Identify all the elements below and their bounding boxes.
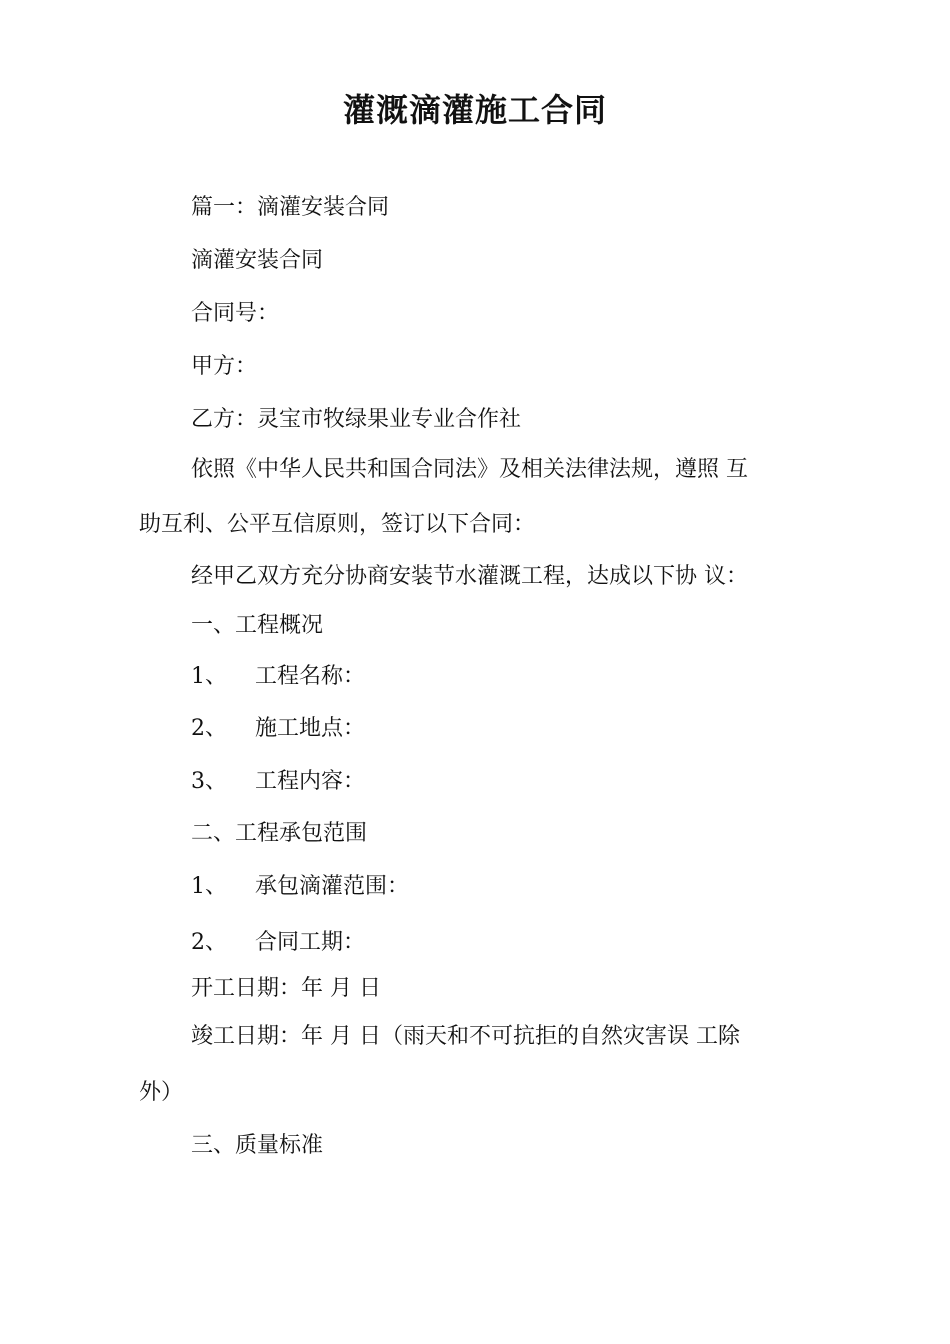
completion-date-line: 竣工日期：年 月 日（雨天和不可抗拒的自然灾害误 工除 [191,1024,740,1049]
list-item-number: 1、 [191,874,227,899]
document-title: 灌溉滴灌施工合同 [342,91,607,129]
section-heading-project-overview: 一、工程概况 [191,613,324,638]
completion-date-continuation: 外） [139,1080,184,1105]
legal-basis-line: 依照《中华人民共和国合同法》及相关法律法规，遵照 互 [191,457,748,482]
list-item-project-name [191,662,365,692]
list-item-number: 1、 [191,664,227,689]
list-item-number: 3、 [191,769,227,794]
section-heading-part-one: 篇一：滴灌安装合同 [191,195,390,220]
list-item-project-content [191,767,365,797]
list-item-drip-scope [191,872,409,902]
list-item-number: 2、 [191,716,227,741]
list-item-contract-period [191,928,365,958]
party-b-line: 乙方：灵宝市牧绿果业专业合作社 [191,407,522,432]
list-item-text: 工程名称： [255,664,366,689]
list-item-text: 合同工期： [255,930,366,955]
contract-number-line: 合同号： [191,301,280,326]
party-a-line: 甲方： [191,354,258,379]
agreement-line: 经甲乙双方充分协商安装节水灌溉工程，达成以下协 议： [191,564,748,589]
section-heading-quality-standard: 三、质量标准 [191,1133,324,1158]
start-date-line: 开工日期：年 月 日 [191,976,381,1001]
list-item-text: 承包滴灌范围： [255,874,410,899]
section-heading-contract-scope: 二、工程承包范围 [191,821,368,846]
contract-name-line: 滴灌安装合同 [191,248,324,273]
list-item-construction-site [191,714,365,744]
list-item-text: 施工地点： [255,716,366,741]
list-item-number: 2、 [191,930,227,955]
list-item-text: 工程内容： [255,769,366,794]
legal-basis-continuation: 助互利、公平互信原则，签订以下合同： [139,512,536,537]
